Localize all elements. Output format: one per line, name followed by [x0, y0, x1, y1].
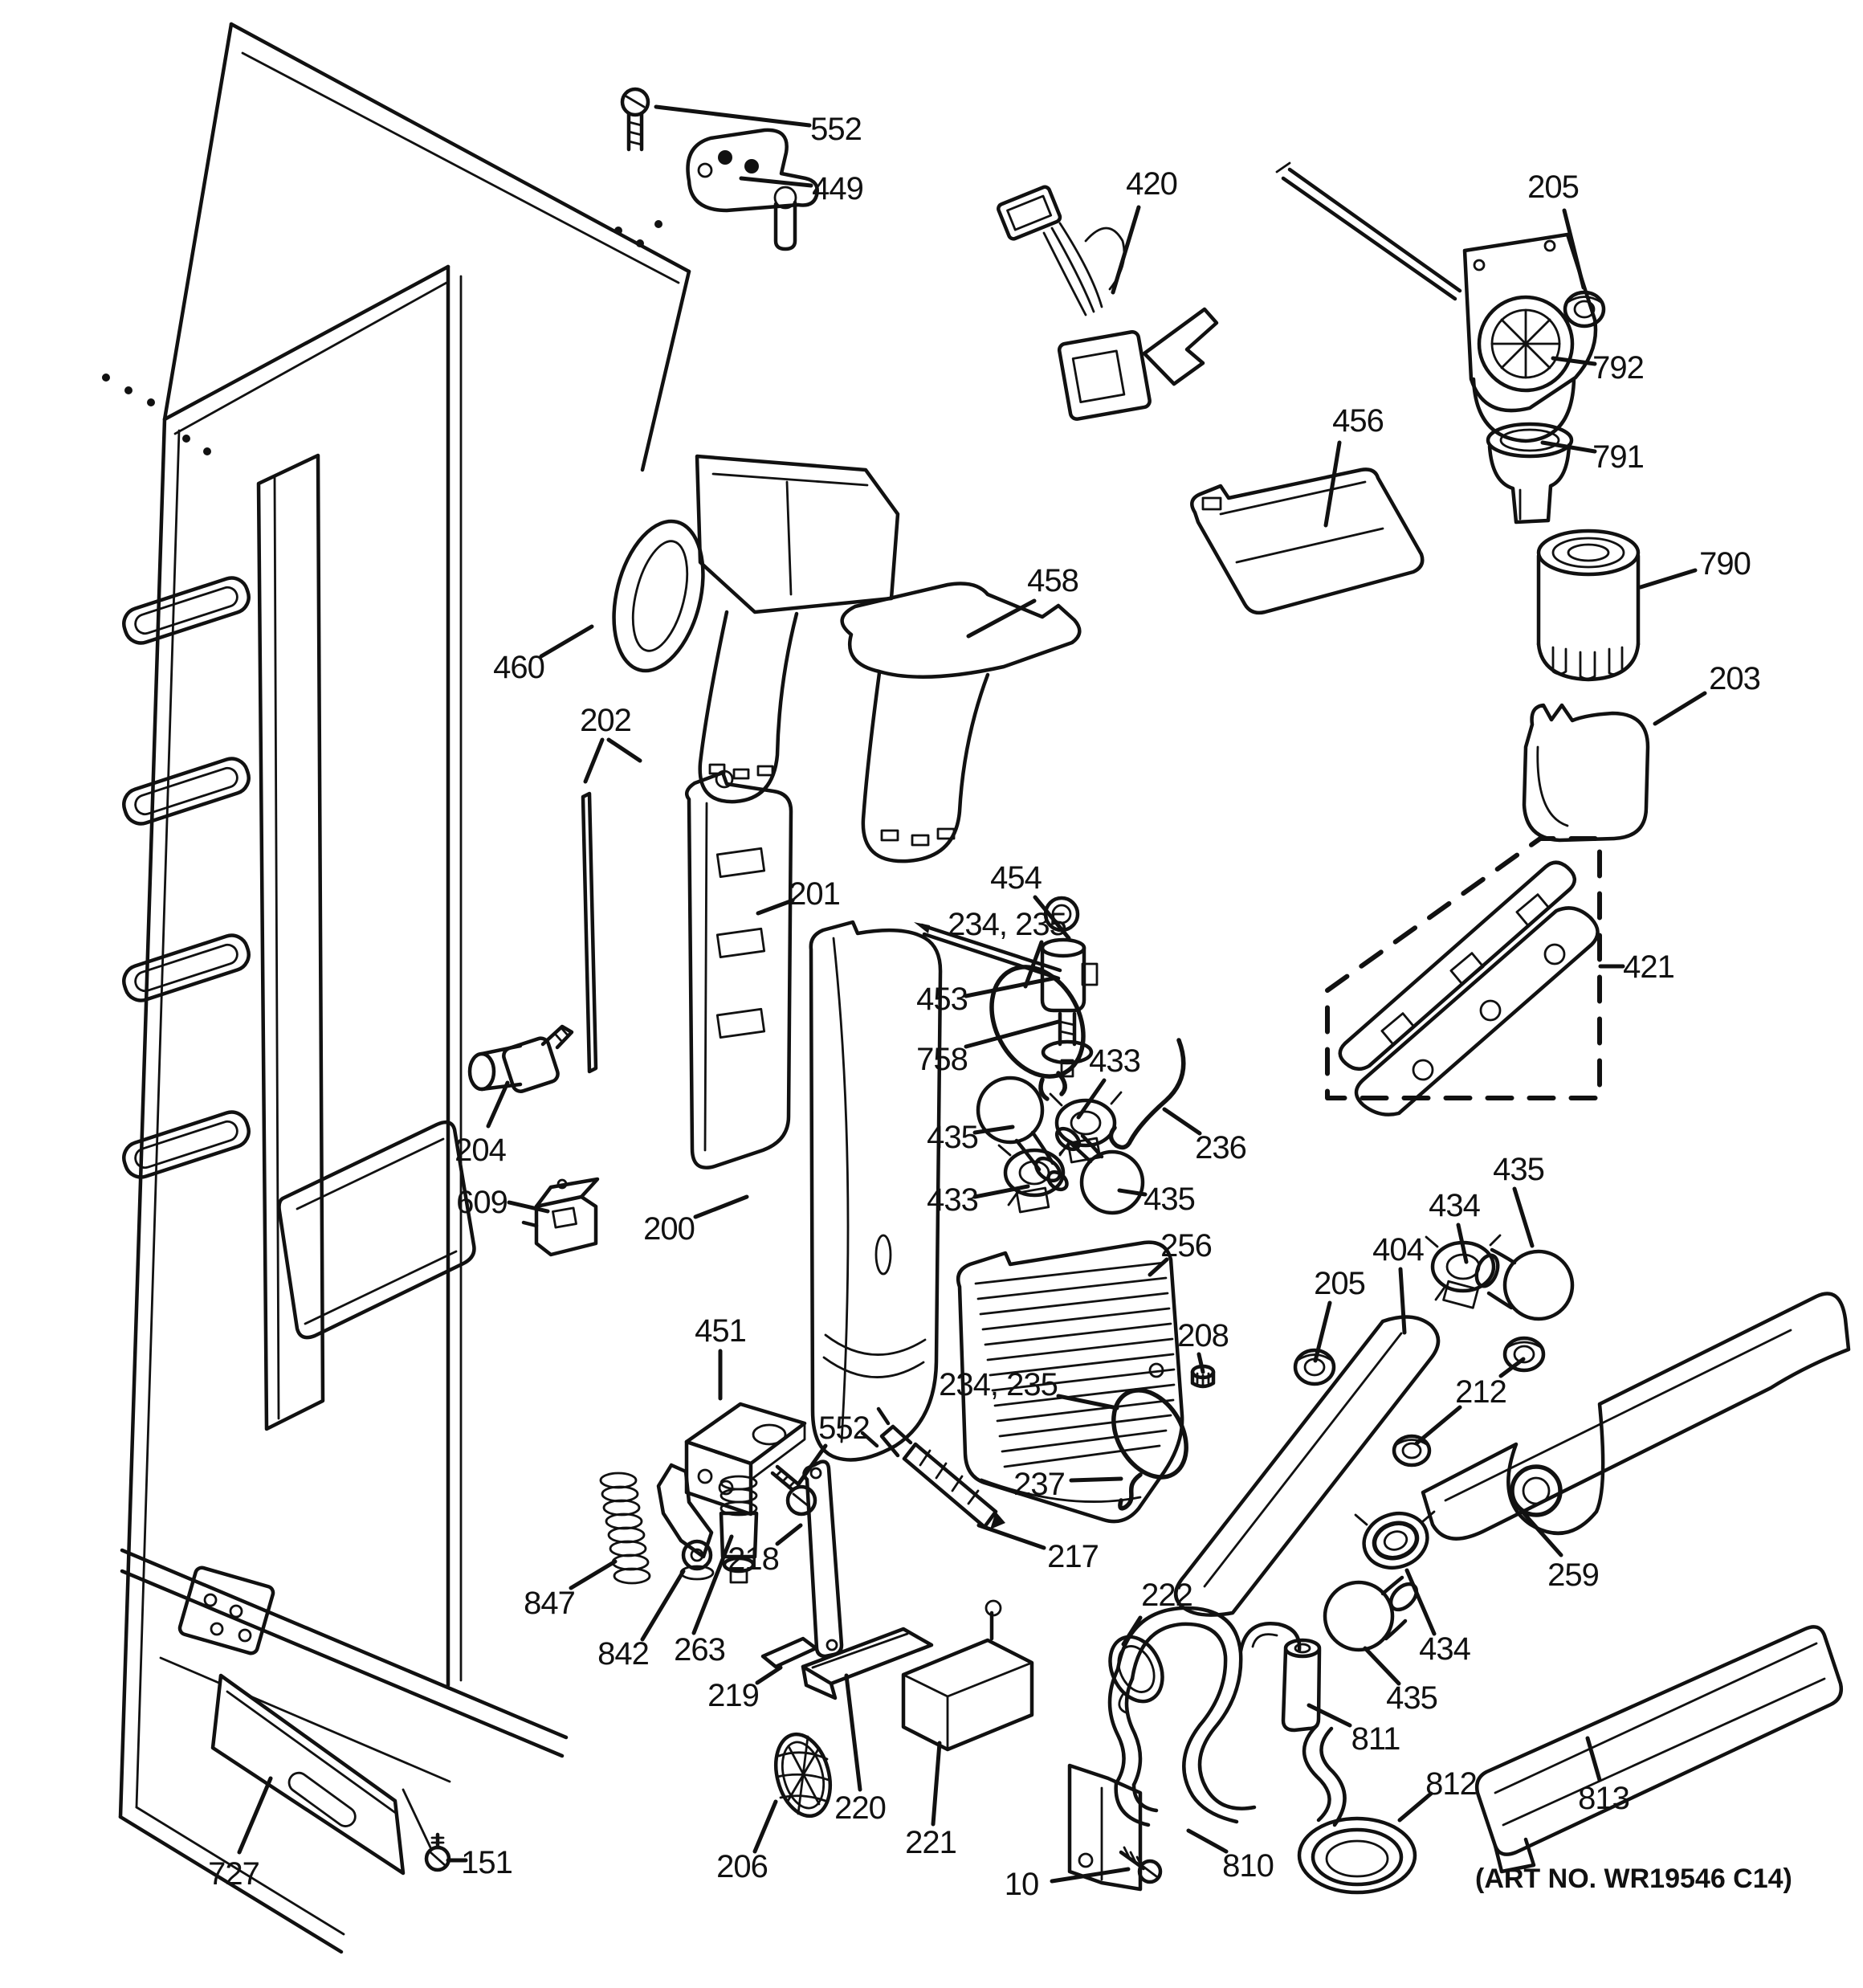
leader-line-202 — [609, 740, 640, 761]
light-bulb-435-lower — [1325, 1578, 1421, 1650]
part-label-204: 204 — [455, 1133, 506, 1168]
part-label-842: 842 — [597, 1636, 649, 1672]
part-label-552-top: 552 — [810, 112, 862, 147]
part-label-237: 237 — [1013, 1467, 1065, 1502]
leader-line-420 — [1113, 207, 1139, 292]
part-label-449: 449 — [812, 171, 863, 206]
part-label-433-lower: 433 — [927, 1182, 978, 1218]
part-label-259: 259 — [1547, 1557, 1599, 1593]
leader-line-435-upper-right — [1514, 1189, 1532, 1246]
part-label-208: 208 — [1177, 1318, 1229, 1353]
grommet-212-upper — [1505, 1338, 1543, 1370]
part-label-791: 791 — [1592, 439, 1644, 475]
leader-line-217 — [979, 1525, 1044, 1548]
part-label-433-upper: 433 — [1089, 1043, 1140, 1079]
leader-line-449 — [741, 178, 811, 186]
part-label-263: 263 — [674, 1632, 725, 1668]
leader-line-552-lower — [798, 1446, 826, 1484]
part-label-792: 792 — [1592, 350, 1644, 386]
leader-line-435-left — [975, 1127, 1013, 1133]
leader-line-212 — [1501, 1359, 1523, 1376]
damper-assembly-202 — [583, 771, 791, 1168]
part-label-456: 456 — [1332, 403, 1384, 439]
leader-line-456 — [1326, 443, 1339, 525]
leader-line-758 — [966, 1022, 1058, 1047]
part-label-236: 236 — [1195, 1130, 1246, 1165]
leader-line-218 — [777, 1525, 801, 1544]
part-label-221: 221 — [905, 1825, 956, 1860]
part-label-453: 453 — [916, 982, 968, 1017]
part-label-420: 420 — [1126, 166, 1177, 202]
part-label-812: 812 — [1425, 1766, 1477, 1802]
air-shroud-458 — [842, 584, 1080, 862]
filter-cover-203 — [1524, 705, 1648, 840]
part-label-200: 200 — [643, 1211, 695, 1247]
dispenser-housing-259 — [1423, 1294, 1849, 1539]
filter-bracket-cup-792 — [1465, 235, 1596, 441]
leader-line-727 — [239, 1778, 271, 1852]
leader-line-206 — [755, 1802, 776, 1851]
grommet-205-mid — [1295, 1350, 1334, 1384]
leader-line-212 — [1417, 1407, 1460, 1443]
grommet-205-top — [1565, 292, 1604, 326]
part-label-220: 220 — [834, 1790, 886, 1826]
part-label-435-left: 435 — [927, 1120, 978, 1155]
leader-line-460 — [541, 627, 592, 656]
leader-line-435-lower-right — [1365, 1648, 1399, 1684]
part-label-205-mid: 205 — [1314, 1266, 1365, 1301]
grommet-212-lower — [1394, 1436, 1429, 1465]
grille-206 — [768, 1728, 839, 1822]
leader-line-201 — [758, 900, 793, 913]
part-label-458: 458 — [1027, 563, 1078, 598]
light-switch-609 — [524, 1179, 597, 1255]
part-label-151: 151 — [461, 1845, 512, 1880]
part-label-434-lower: 434 — [1419, 1631, 1470, 1667]
auger-housing-221 — [903, 1601, 1032, 1749]
part-label-203: 203 — [1709, 661, 1760, 696]
part-label-202: 202 — [580, 703, 631, 738]
part-label-434-upper: 434 — [1429, 1188, 1480, 1223]
part-label-609: 609 — [456, 1185, 508, 1220]
tray-813 — [1477, 1627, 1841, 1872]
screw-552-top — [622, 89, 648, 149]
tube-811 — [1283, 1640, 1319, 1730]
part-label-421: 421 — [1623, 949, 1674, 985]
part-label-222: 222 — [1141, 1578, 1192, 1613]
part-label-217: 217 — [1047, 1539, 1099, 1574]
leader-line-811 — [1309, 1705, 1350, 1725]
leader-line-220 — [846, 1676, 860, 1790]
part-label-256: 256 — [1160, 1228, 1212, 1263]
part-label-404: 404 — [1372, 1232, 1424, 1268]
part-label-435-mid: 435 — [1143, 1182, 1195, 1217]
leader-line-219 — [757, 1668, 781, 1683]
leader-line-203 — [1655, 693, 1705, 724]
part-label-10: 10 — [1004, 1867, 1039, 1902]
part-label-205-top: 205 — [1527, 169, 1579, 205]
leader-line-790 — [1641, 570, 1695, 587]
lamp-socket-434-lower — [1355, 1505, 1434, 1575]
leader-line-842 — [642, 1571, 683, 1639]
dispenser-module-421 — [1327, 839, 1600, 1115]
part-label-552-lower: 552 — [818, 1410, 870, 1446]
part-label-460: 460 — [493, 650, 544, 685]
part-label-727: 727 — [208, 1856, 259, 1892]
part-label-847: 847 — [524, 1586, 575, 1621]
leader-line-205-top — [1564, 210, 1584, 288]
leader-line-202 — [585, 740, 602, 782]
part-label-451: 451 — [695, 1313, 746, 1349]
water-filter-790 — [1539, 531, 1638, 680]
part-label-206: 206 — [716, 1849, 768, 1884]
leader-line-453 — [966, 978, 1054, 996]
part-label-435-lower-right: 435 — [1386, 1680, 1437, 1716]
water-tank-810 — [1070, 1608, 1299, 1889]
part-label-234-235-lower: 234, 235 — [939, 1367, 1058, 1402]
filter-funnel-791 — [1488, 424, 1572, 522]
part-label-219: 219 — [707, 1678, 759, 1713]
part-label-813: 813 — [1578, 1781, 1629, 1816]
screw-151 — [403, 1790, 449, 1870]
part-label-454: 454 — [990, 860, 1042, 896]
part-label-435-upper-right: 435 — [1493, 1152, 1544, 1187]
part-label-810: 810 — [1222, 1848, 1274, 1884]
annotation-layer — [208, 107, 1760, 1902]
part-label-790: 790 — [1699, 546, 1751, 582]
part-label-218: 218 — [728, 1541, 779, 1577]
shelf-plug-204 — [470, 1027, 572, 1093]
leader-line-404 — [1400, 1269, 1404, 1333]
part-label-201: 201 — [789, 876, 840, 912]
light-bulb-435-upper-right — [1473, 1250, 1572, 1319]
water-fill-tube — [1277, 163, 1460, 299]
art-number: (ART NO. WR19546 C14) — [1475, 1863, 1792, 1894]
part-label-234-235-upper: 234, 235 — [948, 907, 1066, 942]
leader-line-200 — [695, 1197, 747, 1217]
leader-line-810 — [1188, 1831, 1226, 1851]
leader-line-237 — [1071, 1479, 1121, 1480]
leader-line-847 — [571, 1561, 615, 1588]
control-panel-456 — [1192, 469, 1422, 612]
part-label-758: 758 — [916, 1042, 968, 1077]
hinge-bracket-449 — [688, 130, 817, 249]
leader-line-552-top — [656, 107, 809, 125]
air-duct-460 — [600, 456, 898, 802]
part-label-212: 212 — [1455, 1374, 1506, 1410]
leader-line-458 — [968, 601, 1034, 636]
leader-line-221 — [933, 1743, 940, 1824]
leader-line-208 — [1199, 1354, 1203, 1372]
icemaker-harness-420 — [997, 186, 1217, 420]
part-label-811: 811 — [1351, 1721, 1400, 1757]
